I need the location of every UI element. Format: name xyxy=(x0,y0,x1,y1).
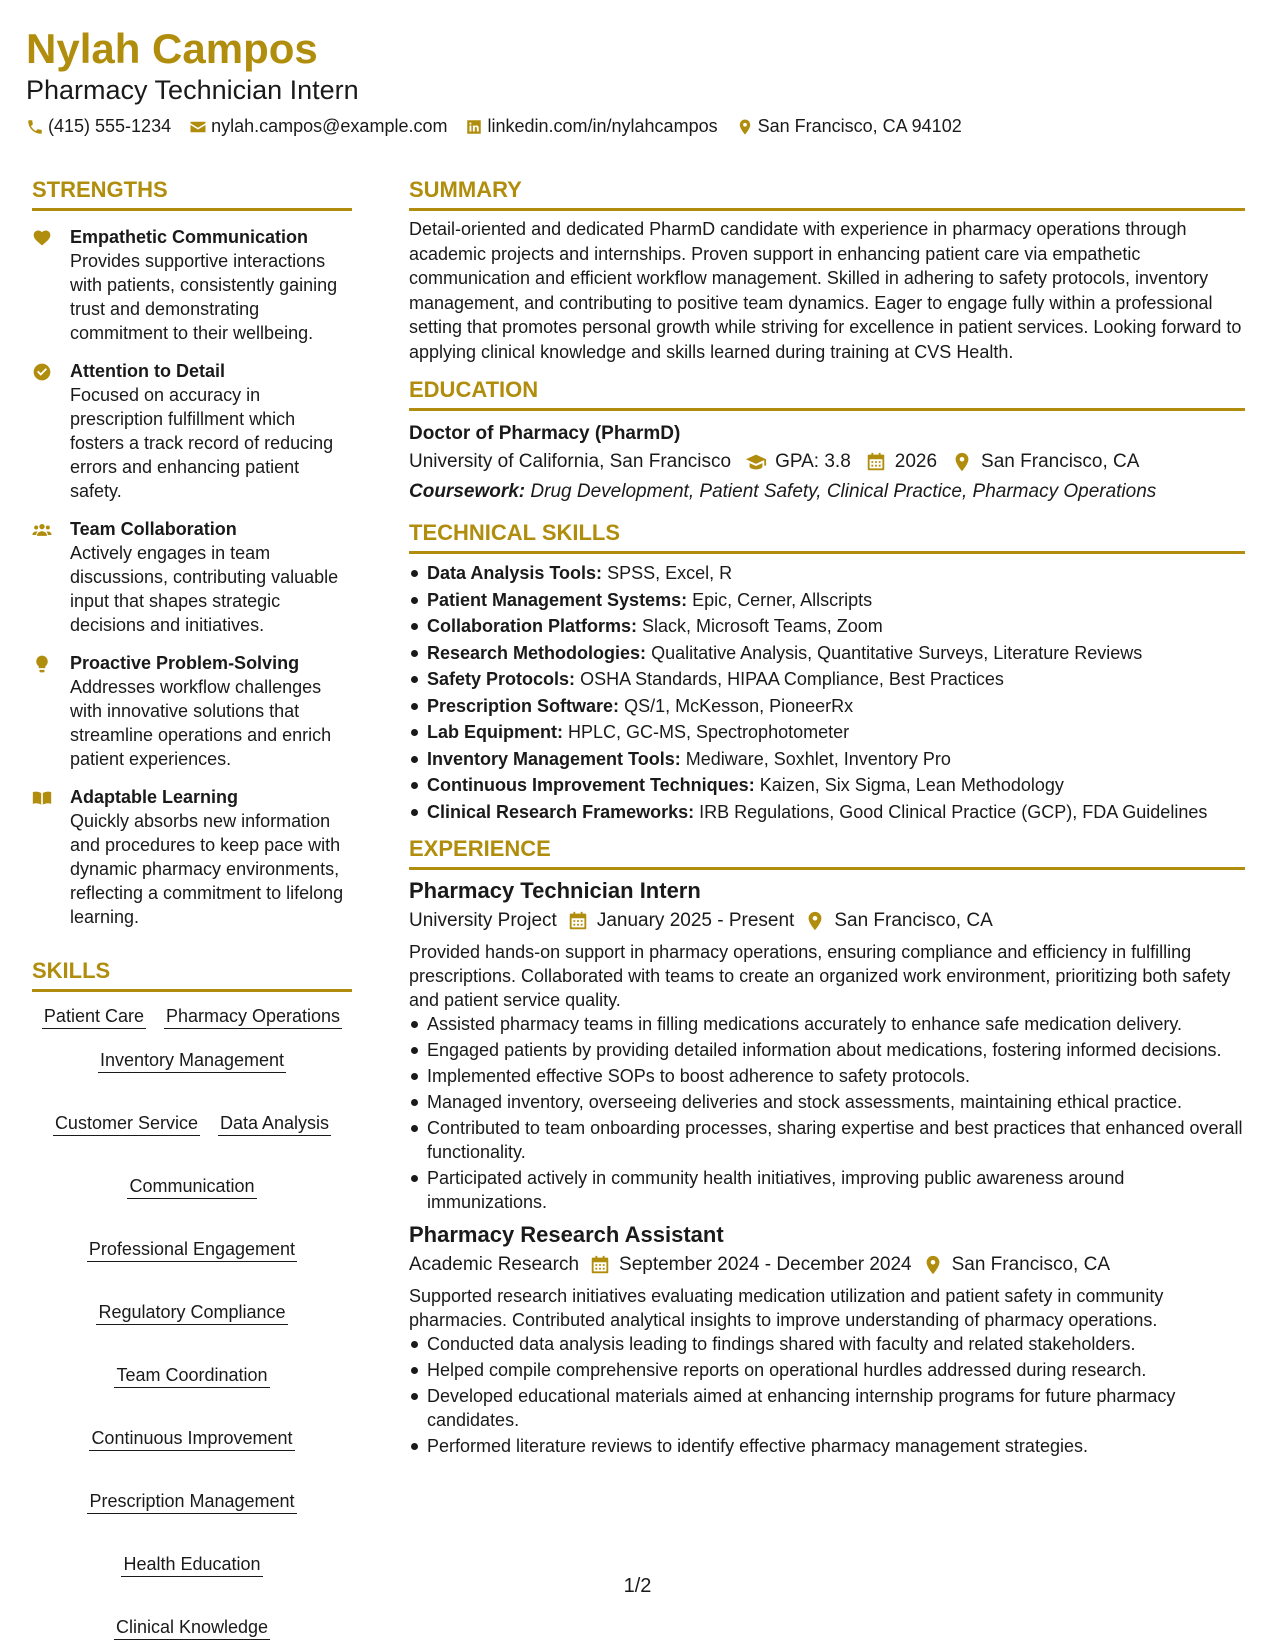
contact-email[interactable] xyxy=(189,116,447,137)
skill-tag: Professional Engagement xyxy=(87,1237,297,1262)
job-description: Provided hands-on support in pharmacy operations, ensuring compliance and efficiency in fulfilling prescriptions. Collaborated with teams to create an organized work environment, prioritizing both safety and patient service quality. xyxy=(409,942,1231,1010)
list-item xyxy=(409,640,1245,667)
book-icon xyxy=(32,788,52,808)
technical-skills-heading: TECHNICAL SKILLS xyxy=(409,519,1245,554)
strength-desc: Quickly absorbs new information and procedures to keep pace with dynamic pharmacy environments, reflecting a commitment to lifelong learning. xyxy=(70,811,344,927)
skills-heading: SKILLS xyxy=(32,957,352,992)
location-pin-icon xyxy=(804,910,826,932)
list-item: Assisted pharmacy teams in filling medications accurately to enhance safe medication delivery. xyxy=(409,1012,1245,1036)
tech-label: Collaboration Platforms: xyxy=(427,616,638,636)
list-item xyxy=(409,772,1245,799)
list-item: Performed literature reviews to identify effective pharmacy management strategies. xyxy=(409,1434,1245,1458)
contact-phone xyxy=(26,116,171,137)
resume-header xyxy=(26,24,1246,137)
job-location: San Francisco, CA xyxy=(834,910,993,931)
graduation-cap-icon xyxy=(745,451,767,473)
tech-value: HPLC, GC-MS, Spectrophotometer xyxy=(568,722,850,742)
tech-label: Continuous Improvement Techniques: xyxy=(427,775,755,795)
list-item: Participated actively in community health initiatives, improving public awareness around immunizations. xyxy=(409,1166,1245,1214)
tech-label: Data Analysis Tools: xyxy=(427,563,603,583)
tech-value: Qualitative Analysis, Quantitative Surveys, Literature Reviews xyxy=(651,642,1143,663)
candidate-name: Nylah Campos xyxy=(26,25,318,72)
location-text: San Francisco, CA 94102 xyxy=(757,116,962,136)
summary-heading: SUMMARY xyxy=(409,176,1245,211)
degree-title: Doctor of Pharmacy (PharmD) xyxy=(409,423,681,444)
candidate-title: Pharmacy Technician Intern xyxy=(26,75,359,105)
list-item xyxy=(409,719,1245,746)
skill-tag: Health Education xyxy=(121,1552,262,1577)
tech-value: Mediware, Soxhlet, Inventory Pro xyxy=(685,748,951,769)
tech-value: SPSS, Excel, R xyxy=(607,563,733,583)
strength-desc: Addresses workflow challenges with innovative solutions that streamline operations and enrich patient experiences. xyxy=(70,677,332,769)
job-bullets xyxy=(409,1332,1245,1458)
skill-tag: Prescription Management xyxy=(87,1489,296,1514)
list-item xyxy=(409,799,1245,826)
skill-tag: Patient Care xyxy=(42,1004,146,1029)
contact-bar xyxy=(26,116,1246,137)
job-meta xyxy=(409,1250,1245,1280)
list-item: Managed inventory, overseeing deliveries and stock assessments, maintaining ethical practice. xyxy=(409,1090,1245,1114)
left-column xyxy=(32,176,352,1640)
skill-tag: Clinical Knowledge xyxy=(114,1615,270,1640)
phone-icon xyxy=(26,118,44,136)
tech-value: QS/1, McKesson, PioneerRx xyxy=(624,695,854,716)
strength-title: Team Collaboration xyxy=(70,519,237,539)
tech-label: Lab Equipment: xyxy=(427,722,563,742)
location-pin-icon xyxy=(922,1254,944,1276)
skill-tag: Communication xyxy=(127,1174,256,1199)
lightbulb-icon xyxy=(32,654,52,674)
strength-item xyxy=(32,225,352,345)
job-title: Pharmacy Research Assistant xyxy=(409,1222,724,1247)
calendar-icon xyxy=(567,910,589,932)
list-item: Contributed to team onboarding processes, sharing expertise and best practices that enhanced overall functionality. xyxy=(409,1116,1245,1164)
skill-tag: Inventory Management xyxy=(98,1048,286,1073)
email-link[interactable]: nylah.campos@example.com xyxy=(211,116,448,136)
job-org: University Project xyxy=(409,910,557,931)
tech-label: Prescription Software: xyxy=(427,695,620,716)
location-pin-icon xyxy=(736,118,754,136)
strength-item xyxy=(32,785,352,929)
grad-year: 2026 xyxy=(894,451,938,472)
tech-value: Epic, Cerner, Allscripts xyxy=(692,589,873,610)
job-bullets xyxy=(409,1012,1245,1214)
strength-item xyxy=(32,651,352,771)
location-pin-icon xyxy=(951,451,973,473)
job-entry xyxy=(409,1220,1245,1458)
heart-icon xyxy=(32,228,52,248)
skills-list xyxy=(32,1004,352,1640)
list-item: Helped compile comprehensive reports on operational hurdles addressed during research. xyxy=(409,1358,1245,1382)
check-circle-icon xyxy=(32,362,52,382)
list-item xyxy=(409,746,1245,773)
skill-tag: Continuous Improvement xyxy=(89,1426,294,1451)
gpa-text: GPA: 3.8 xyxy=(775,451,851,472)
education-heading: EDUCATION xyxy=(409,376,1245,411)
coursework-list: Drug Development, Patient Safety, Clinical Practice, Pharmacy Operations xyxy=(530,481,1157,502)
strength-desc: Focused on accuracy in prescription fulfillment which fosters a track record of reducing errors and enhancing patient safety. xyxy=(70,385,334,501)
job-dates: January 2025 - Present xyxy=(596,910,795,931)
list-item xyxy=(409,666,1245,693)
strength-title: Empathetic Communication xyxy=(70,227,309,247)
job-location: San Francisco, CA xyxy=(951,1254,1110,1275)
strength-desc: Provides supportive interactions with patients, consistently gaining trust and demonstrating commitment to their wellbeing. xyxy=(70,251,338,343)
list-item xyxy=(409,693,1245,720)
tech-label: Patient Management Systems: xyxy=(427,589,688,610)
strength-item xyxy=(32,359,352,503)
tech-value: OSHA Standards, HIPAA Compliance, Best Practices xyxy=(580,669,1004,689)
list-item xyxy=(409,613,1245,640)
tech-label: Safety Protocols: xyxy=(427,669,576,689)
strength-title: Attention to Detail xyxy=(70,361,225,381)
strength-item xyxy=(32,517,352,637)
job-entry xyxy=(409,876,1245,1214)
strength-title: Proactive Problem-Solving xyxy=(70,653,300,673)
tech-value: IRB Regulations, Good Clinical Practice (GCP), FDA Guidelines xyxy=(699,801,1208,822)
tech-label: Clinical Research Frameworks: xyxy=(427,801,695,822)
skill-tag: Customer Service xyxy=(53,1111,200,1136)
phone-text: (415) 555-1234 xyxy=(48,116,172,136)
calendar-icon xyxy=(589,1254,611,1276)
tech-label: Research Methodologies: xyxy=(427,642,647,663)
education-meta xyxy=(409,447,1245,477)
tech-label: Inventory Management Tools: xyxy=(427,748,681,769)
school-name: University of California, San Francisco xyxy=(409,451,732,472)
tech-value: Slack, Microsoft Teams, Zoom xyxy=(642,616,883,636)
page-number: 1/2 xyxy=(623,1575,652,1597)
list-item: Conducted data analysis leading to findings shared with faculty and related stakeholders. xyxy=(409,1332,1245,1356)
tech-value: Kaizen, Six Sigma, Lean Methodology xyxy=(759,775,1064,795)
skill-tag: Team Coordination xyxy=(114,1363,269,1388)
list-item xyxy=(409,560,1245,587)
skill-tag: Pharmacy Operations xyxy=(164,1004,342,1029)
school-location: San Francisco, CA xyxy=(981,451,1140,472)
job-dates: September 2024 - December 2024 xyxy=(619,1254,912,1275)
strengths-heading: STRENGTHS xyxy=(32,176,352,211)
contact-location xyxy=(736,116,962,137)
envelope-icon xyxy=(189,118,207,136)
right-column xyxy=(409,176,1245,1460)
strength-title: Adaptable Learning xyxy=(70,787,239,807)
strength-desc: Actively engages in team discussions, contributing valuable input that shapes strategic decisions and initiatives. xyxy=(70,543,339,635)
job-meta xyxy=(409,906,1245,936)
users-icon xyxy=(32,520,52,540)
job-org: Academic Research xyxy=(409,1254,580,1275)
skill-tag: Data Analysis xyxy=(218,1111,331,1136)
experience-heading: EXPERIENCE xyxy=(409,835,1245,870)
list-item xyxy=(409,587,1245,614)
coursework-line xyxy=(409,477,1245,507)
list-item: Implemented effective SOPs to boost adherence to safety protocols. xyxy=(409,1064,1245,1088)
linkedin-link[interactable]: linkedin.com/in/nylahcampos xyxy=(487,116,718,136)
job-description: Supported research initiatives evaluating medication utilization and patient safety in community pharmacies. Contributed analytical insights to improve understanding of pharmacy operations. xyxy=(409,1286,1164,1330)
list-item: Developed educational materials aimed at enhancing internship programs for future pharmacy candidates. xyxy=(409,1384,1245,1432)
list-item: Engaged patients by providing detailed information about medications, fostering informed decisions. xyxy=(409,1038,1245,1062)
linkedin-icon xyxy=(465,118,483,136)
skill-tag: Regulatory Compliance xyxy=(96,1300,287,1325)
calendar-icon xyxy=(865,451,887,473)
summary-text: Detail-oriented and dedicated PharmD candidate with experience in pharmacy operations through academic projects and internships. Proven support in enhancing patient care via empathetic communication and efficient workflow management. Skilled in adhering to safety protocols, inventory management, and contributing to positive team dynamics. Eager to engage fully within a professional setting that promotes personal growth while striving for excellence in patient services. Looking forward to applying clinical knowledge and skills learned during training at CVS Health. xyxy=(409,219,1242,362)
job-title: Pharmacy Technician Intern xyxy=(409,878,701,903)
coursework-label: Coursework: xyxy=(409,481,526,502)
technical-skills-list xyxy=(409,560,1245,825)
contact-linkedin[interactable] xyxy=(465,116,717,137)
